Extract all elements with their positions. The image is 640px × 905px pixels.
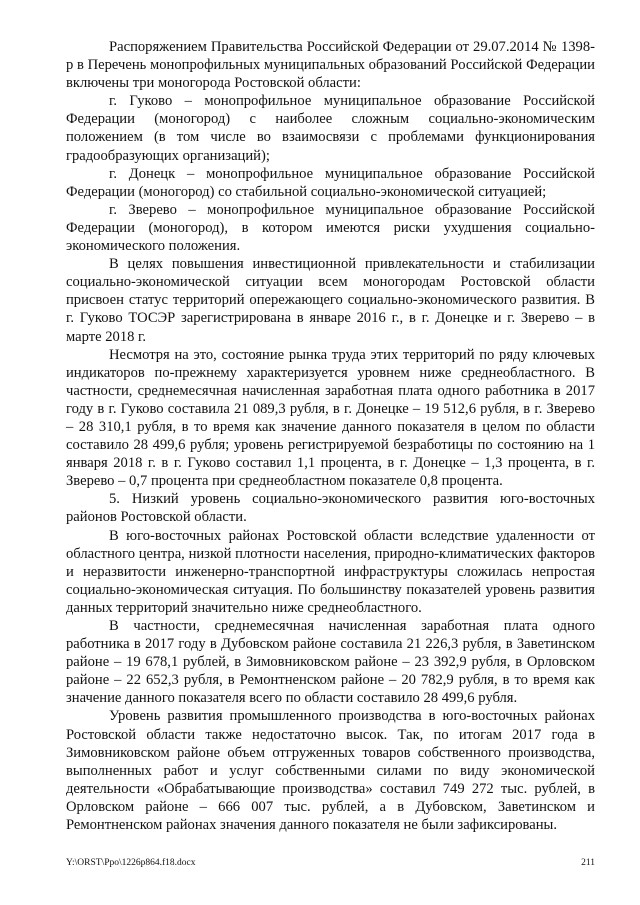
paragraph-donetsk: г. Донецк – монопрофильное муниципальное образование Российской Федерации (моногород) со стабильной социально-экономической ситуацией;: [66, 165, 595, 200]
paragraph-intro: Распоряжением Правительства Российской Федерации от 29.07.2014 № 1398-р в Перечень монопрофильных муниципальных образований Российской Федерации включены три моногорода Ростовской области:: [66, 39, 595, 92]
paragraph-gukovo: г. Гуково – монопрофильное муниципальное образование Российской Федерации (моногород) с наиболее сложным социально-экономическим положением (в том числе во взаимосвязи с проблемами функционирования градообразующих организаций);: [66, 93, 595, 164]
paragraph-zverevo: г. Зверево – монопрофильное муниципальное образование Российской Федерации (моногород), в котором имеются риски ухудшения социально-экономического положения.: [66, 201, 595, 255]
document-body: [66, 38, 595, 834]
paragraph-southeast-situation: В юго-восточных районах Ростовской области вследствие удаленности от областного центра, низкой плотности населения, природно-климатических факторов и неразвитости инженерно-транспортной инфраструктуры сложилась непростая социально-экономическая ситуация. По большинству показателей уровень развития данных территорий значительно ниже среднеобластного.: [66, 527, 595, 616]
paragraph-industrial-production: Уровень развития промышленного производства в юго-восточных районах Ростовской области также недостаточно высок. Так, по итогам 2017 года в Зимовниковском районе объем отгруженных товаров собственного производства, выполненных работ и услуг собственными силами по виду экономической деятельности «Обрабатывающие производства» составил 749 272 тыс. рублей, в Орловском районе – 666 007 тыс. рублей, а в Дубовском, Заветинском и Ремонтненском районах значения данного показателя не были зафиксированы.: [66, 708, 595, 834]
footer-file-path: Y:\ORST\Ppo\1226p864.f18.docx: [66, 858, 196, 868]
footer-page-number: 211: [581, 858, 595, 868]
paragraph-labor-market: Несмотря на это, состояние рынка труда этих территорий по ряду ключевых индикаторов по-прежнему характеризуется уровнем ниже среднеобластного. В частности, среднемесячная начисленная заработная плата одного работника в 2017 году в г. Гуково составила 21 089,3 рубля, в г. Донецке – 19 512,6 рубля, в г. Зверево – 28 310,1 рубля, в то время как значение данного показателя в целом по области составило 28 499,6 рубля; уровень регистрируемой безработицы по состоянию на 1 января 2018 г. в г. Гуково составил 1,1 процента, в г. Донецке – 1,3 процента, в г. Зверево – 0,7 процента при среднеобластном показателе 0,8 процента.: [66, 346, 595, 490]
section-heading-5: 5. Низкий уровень социально-экономического развития юго-восточных районов Ростовской области.: [66, 491, 595, 526]
paragraph-tosed-status: В целях повышения инвестиционной привлекательности и стабилизации социально-экономической ситуации всем моногородам Ростовской области присвоен статус территорий опережающего социально-экономического развития. В г. Гуково ТОСЭР зарегистрирована в январе 2016 г., в г. Донецке и г. Зверево – в марте 2018 г.: [66, 256, 595, 345]
page-footer: [66, 856, 595, 870]
paragraph-southeast-wages: В частности, среднемесячная начисленная заработная плата одного работника в 2017 году в Дубовском районе составила 21 226,3 рубля, в Заветинском районе – 19 678,1 рублей, в Зимовниковском районе – 23 392,9 рубля, в Орловском районе – 22 652,3 рубля, в Ремонтненском районе – 20 782,9 рубля, в то время как значение данного показателя всего по области составило 28 499,6 рубля.: [66, 618, 595, 707]
